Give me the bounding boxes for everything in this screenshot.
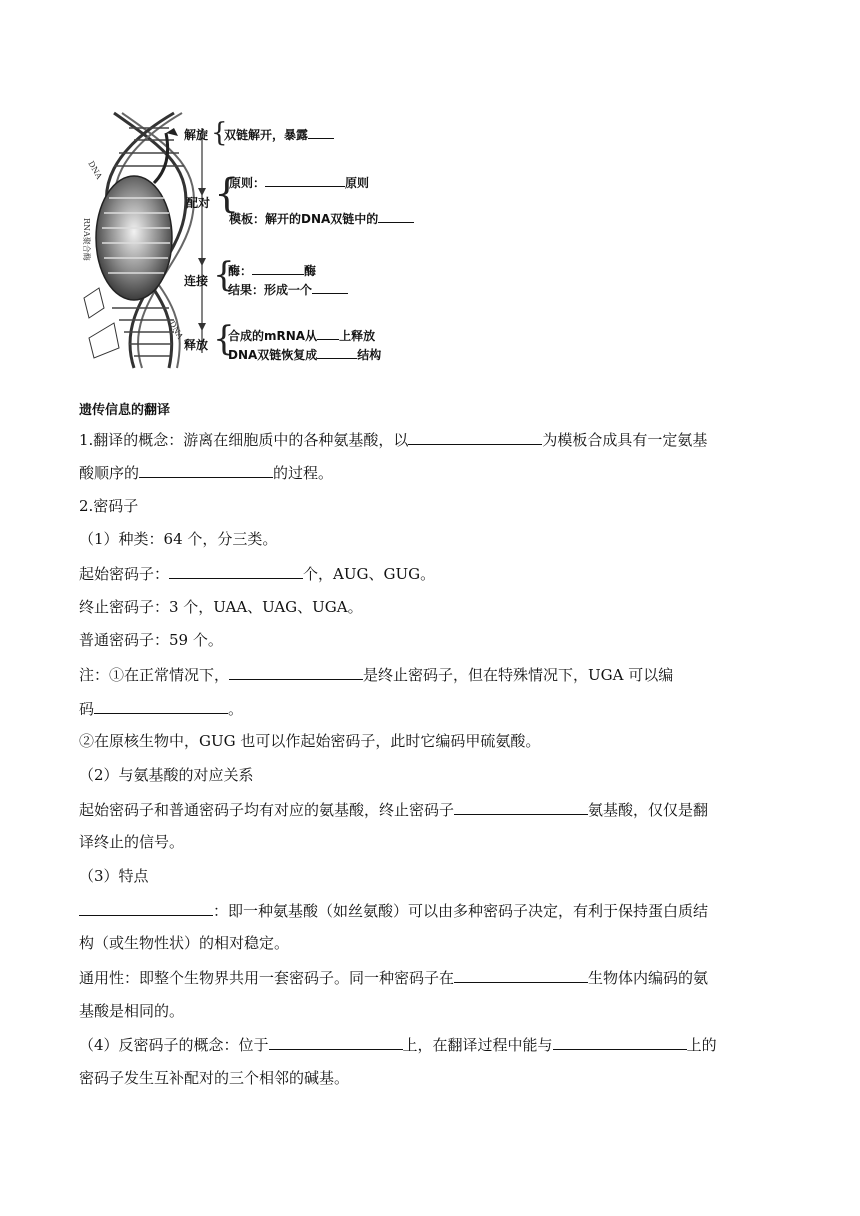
- transcription-figure: [74, 108, 404, 373]
- p2-3: （3）特点: [79, 867, 149, 885]
- brace: {: [213, 319, 235, 359]
- p2-2: （2）与氨基酸的对应关系: [79, 766, 254, 784]
- blank: [139, 462, 273, 478]
- brace: {: [214, 171, 240, 217]
- step-unwind-line1: 双链解开，暴露: [224, 128, 334, 142]
- step-pairing-label: 配对: [186, 196, 211, 210]
- step-release-line1: 合成的mRNA从 上释放: [228, 329, 376, 343]
- brace: {: [213, 255, 235, 295]
- p1-line2: 酸顺序的 的过程。: [79, 464, 334, 482]
- p1-line1: 1.翻译的概念：游离在细胞质中的各种氨基酸，以 为模板合成具有一定氨基: [79, 431, 708, 449]
- step-pairing-line2: 模板：解开的DNA双链中的: [229, 212, 414, 226]
- note2-line: ②在原核生物中，GUG 也可以作起始密码子，此时它编码甲硫氨酸。: [79, 732, 541, 750]
- start-codon-line: 起始密码子： 个，AUG、GUG。: [79, 565, 436, 583]
- note1-line2: 码 。: [79, 700, 244, 718]
- blank: [317, 348, 357, 359]
- blank: [454, 967, 588, 983]
- note1-line1: 注：①在正常情况下， 是终止密码子，但在特殊情况下，UGA 可以编: [79, 666, 674, 684]
- p2-title: 2.密码子: [79, 497, 139, 515]
- blank: [553, 1034, 687, 1050]
- dna-bottom-label: DNA: [167, 319, 185, 341]
- relation-line1: 起始密码子和普通密码子均有对应的氨基酸，终止密码子 氨基酸，仅仅是翻: [79, 801, 709, 819]
- step-release-line2: DNA双链恢复成 结构: [228, 348, 382, 362]
- rna-polymerase-label: RNA聚合酶: [82, 218, 91, 261]
- dna-top-label: DNA: [86, 159, 104, 181]
- normal-codon-line: 普通密码子：59 个。: [79, 631, 223, 649]
- blank: [317, 329, 339, 340]
- step-join-label: 连接: [184, 274, 209, 288]
- relation-line2: 译终止的信号。: [79, 833, 185, 851]
- stop-codon-line: 终止密码子：3 个，UAA、UAG、UGA。: [79, 598, 363, 616]
- step-pairing-line1: 原则： 原则: [229, 176, 370, 190]
- blank: [269, 1034, 403, 1050]
- step-release-label: 释放: [184, 338, 209, 352]
- blank: [312, 283, 348, 294]
- blank: [308, 128, 334, 139]
- universality-line2: 基酸是相同的。: [79, 1002, 185, 1020]
- anticodon-line2: 密码子发生互补配对的三个相邻的碱基。: [79, 1069, 350, 1087]
- blank: [454, 799, 588, 815]
- step-unwind-label: 解旋: [184, 128, 209, 142]
- step-join-line2: 结果：形成一个: [228, 283, 348, 297]
- blank: [265, 176, 345, 187]
- p2-1: （1）种类：64 个，分三类。: [79, 530, 278, 548]
- blank: [252, 264, 304, 275]
- universality-line1: 通用性：即整个生物界共用一套密码子。同一种密码子在 生物体内编码的氨: [79, 969, 709, 987]
- blank: [79, 900, 213, 916]
- blank: [378, 212, 414, 223]
- anticodon-line1: （4）反密码子的概念：位于 上，在翻译过程中能与 上的: [79, 1036, 717, 1054]
- blank: [229, 664, 363, 680]
- blank: [94, 698, 228, 714]
- blank: [408, 429, 542, 445]
- blank: [169, 563, 303, 579]
- step-join-line1: 酶： 酶: [228, 264, 317, 278]
- section-title: 遗传信息的翻译: [79, 403, 171, 418]
- brace: {: [211, 118, 228, 148]
- degeneracy-line2: 构（或生物性状）的相对稳定。: [79, 934, 290, 952]
- degeneracy-line1: ：即一种氨基酸（如丝氨酸）可以由多种密码子决定，有利于保持蛋白质结: [79, 900, 708, 921]
